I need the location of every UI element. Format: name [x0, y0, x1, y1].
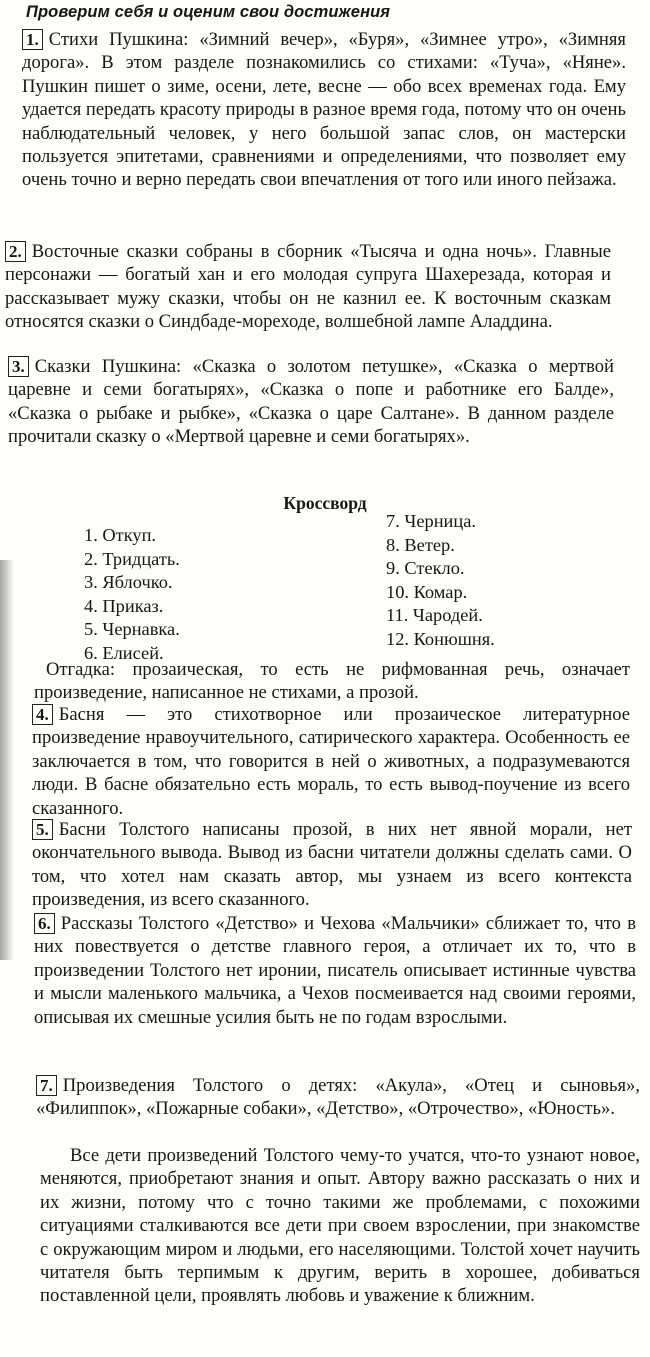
item-number: 6.	[34, 913, 55, 934]
item-number: 2.	[5, 241, 26, 262]
item-text: Восточные сказки собраны в сборник «Тысяча и одна ночь». Главные персонажи — богатый хан и его молодая супруга Шахерезада, которая и рассказывает мужу сказки, чтобы он не казнил ее. К восточным сказкам относятся сказки о Синдбаде-мореходе, волшебной лампе Аладдина.	[5, 241, 611, 333]
crossword-answer-text: Отгадка: прозаическая, то есть не рифмованная речь, означает произведение, написанное не стихами, а прозой.	[34, 659, 630, 704]
item-text: Произведения Толстого о детях: «Акула», «Отец и сыновья», «Филиппок», «Пожарные собаки», «Детство», «Отрочество», «Юность».	[36, 1075, 640, 1120]
crossword-answer: 3. Яблочко.	[84, 572, 173, 593]
item-7	[36, 1074, 640, 1121]
scan-margin-shadow	[0, 560, 14, 960]
item-4	[32, 703, 630, 820]
crossword-answer: 5. Чернавка.	[84, 619, 180, 640]
item-2	[5, 240, 611, 334]
page-heading: Проверим себя и оценим свои достижения	[26, 3, 391, 21]
crossword-answer: 10. Комар.	[386, 581, 468, 602]
item-number: 1.	[22, 29, 43, 50]
crossword-answer: 9. Стекло.	[386, 558, 465, 579]
item-1	[22, 28, 626, 192]
crossword-answers-right	[386, 510, 495, 652]
crossword-answer: 11. Чародей.	[386, 605, 483, 626]
crossword-title: Кроссворд	[283, 493, 367, 513]
item-number: 5.	[32, 819, 53, 840]
crossword-answers-left	[84, 524, 180, 666]
item-text: Сказки Пушкина: «Сказка о золотом петушке», «Сказка о мертвой царевне и семи богатырях», «Сказка о попе и работнике его Балде», «Сказка о рыбаке и рыбке», «Сказка о царе Салтане». В данном разделе прочитали сказку о «Мертвой царевне и семи богатырях».	[8, 356, 614, 448]
item-number: 4.	[32, 704, 53, 725]
crossword-answer: 12. Конюшня.	[386, 628, 495, 649]
crossword-answer: 1. Откуп.	[84, 525, 157, 545]
item-text: Басня — это стихотворное или прозаическое литературное произведение нравоучительного, сатирического характера. Особенность ее заключается в том, что говорится в ней о животных, а подразумеваются люди. В басне обязательно есть мораль, то есть вывод-поучение из всего сказанного.	[32, 704, 630, 819]
crossword-answer: 4. Приказ.	[84, 595, 164, 616]
item-number: 3.	[8, 356, 29, 377]
item-5	[32, 818, 632, 912]
crossword-answer: 7. Черница.	[386, 511, 476, 531]
item-text: Рассказы Толстого «Детство» и Чехова «Мальчики» сближает то, что в них повествуется о детстве главного героя, а отличает их то, что в произведении Толстого нет иронии, писатель описывает истинные чувства и мысли маленького мальчика, а Чехов посмеивается над своими героями, описывая их смешные усилия быть не по годам взрослыми.	[34, 913, 636, 1028]
item-6	[34, 912, 636, 1029]
item-text: Стихи Пушкина: «Зимний вечер», «Буря», «Зимнее утро», «Зимняя дорога». В этом разделе познакомились со стихами: «Туча», «Няне». Пушкин пишет о зиме, осени, лете, весне — обо всех временах года. Ему удается передать красоту природы в разное время года, потому что он очень наблюдательный человек, у него большой запас слов, он мастерски пользуется эпитетами, сравнениями и определениями, что позволяет ему очень точно и верно передать свои впечатления от того или иного пейзажа.	[22, 29, 626, 191]
item-number: 7.	[36, 1075, 57, 1096]
item-3	[8, 355, 614, 449]
crossword-answer: 8. Ветер.	[386, 534, 455, 555]
item-text: Басни Толстого написаны прозой, в них нет явной морали, нет окончательного вывода. Вывод из басни читатели должны сделать сами. О том, что хотел нам сказать автор, мы узнаем из всего контекста произведения, из всего сказанного.	[32, 819, 632, 911]
final-paragraph: Все дети произведений Толстого чему-то учатся, что-то узнают новое, меняются, приобретают знания и опыт. Автору важно рассказать о них и их жизни, потому что с точно такими же проблемами, с похожими ситуациями сталкиваются все дети при своем взрослении, при знакомстве с окружающим миром и людьми, его населяющими. Толстой хочет научить читателя быть терпимым к другим, верить в хорошее, добиваться поставленной цели, проявлять любовь и уважение к ближним.	[40, 1145, 640, 1307]
crossword-answer: 2. Тридцать.	[84, 548, 180, 569]
crossword-answer: 6. Елисей.	[84, 642, 164, 663]
